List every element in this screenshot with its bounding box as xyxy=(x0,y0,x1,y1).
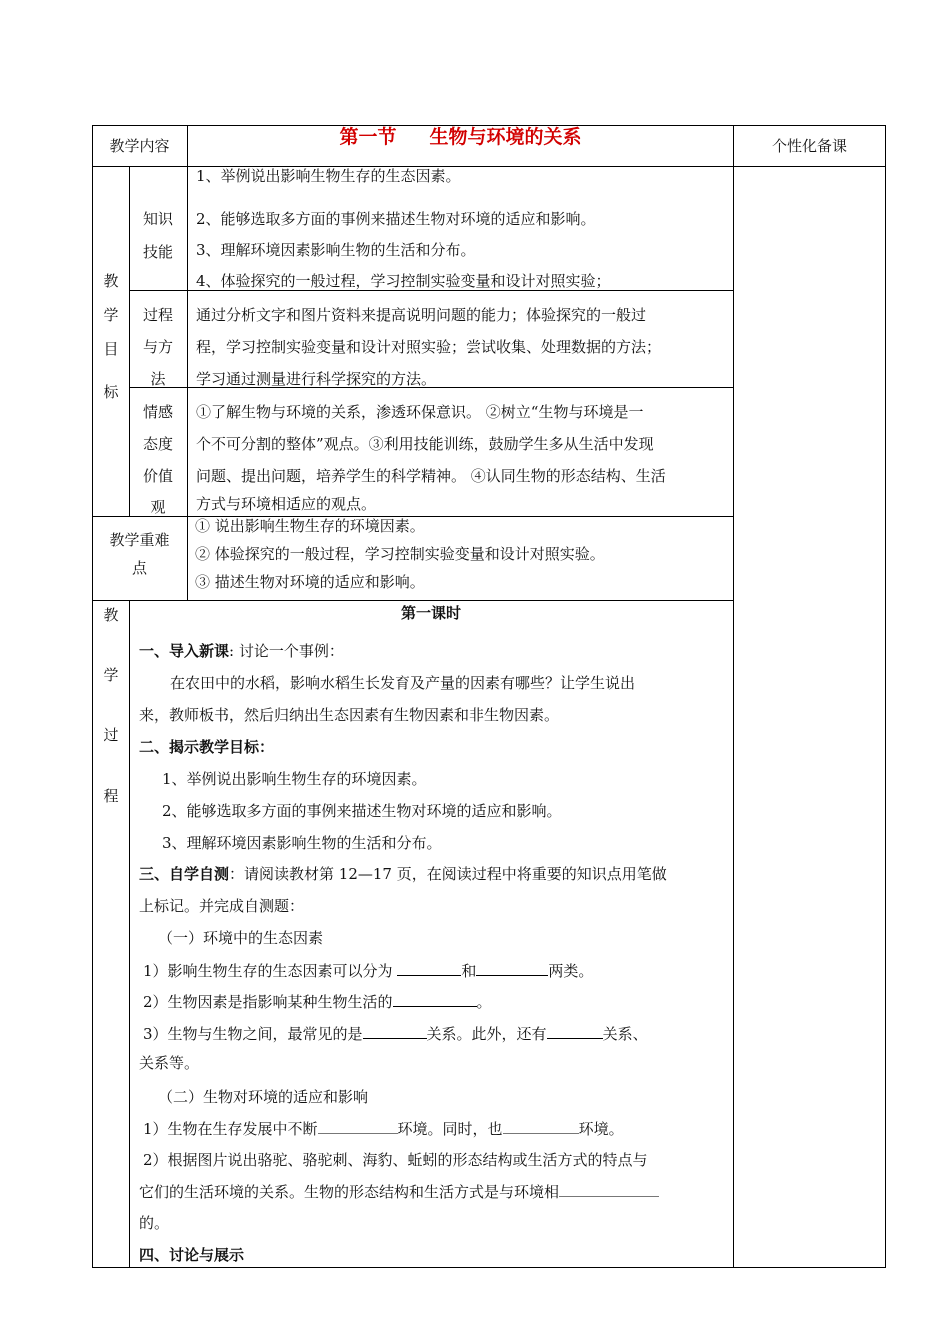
emotion-text: 个不可分割的整体”观点。③利用技能训练，鼓励学生多从生活中发现 xyxy=(196,435,654,453)
answer-blank[interactable] xyxy=(559,1181,659,1197)
question-5-cont: 它们的生活环境的关系。生物的形态结构和生活方式是与环境相 xyxy=(139,1181,659,1202)
goal-item: 2、能够选取多方面的事例来描述生物对环境的适应和影响。 xyxy=(162,802,562,820)
question-2: 2）生物因素是指影响某种生物生活的 。 xyxy=(143,993,492,1011)
answer-blank[interactable] xyxy=(397,960,461,976)
process-text: 程，学习控制实验变量和设计对照实验；尝试收集、处理数据的方法； xyxy=(196,338,662,356)
intro-paragraph: 来，教师板书，然后归纳出生态因素有生物因素和非生物因素。 xyxy=(139,706,560,724)
goal-item: 1、举例说出影响生物生存的环境因素。 xyxy=(162,770,427,788)
lesson-title: 第一课时 xyxy=(400,604,461,622)
answer-blank[interactable] xyxy=(547,1023,603,1039)
emotion-text: ①了解生物与环境的关系，渗透环保意识。 ②树立“生物与环境是一 xyxy=(196,403,644,421)
emotion-text: 问题、提出问题，培养学生的科学精神。 ④认同生物的形态结构、生活 xyxy=(196,467,666,485)
page-title: 第一节 生物与环境的关系 xyxy=(339,126,582,148)
answer-blank[interactable] xyxy=(476,960,548,976)
key-point-item: ② 体验探究的一般过程，学习控制实验变量和设计对照实验。 xyxy=(195,545,605,563)
answer-blank[interactable] xyxy=(318,1118,398,1134)
subsection-title: （二）生物对环境的适应和影响 xyxy=(158,1088,369,1106)
knowledge-item: 3、理解环境因素影响生物的生活和分布。 xyxy=(196,241,476,259)
knowledge-item: 2、能够选取多方面的事例来描述生物对环境的适应和影响。 xyxy=(196,210,596,228)
answer-blank[interactable] xyxy=(503,1118,579,1134)
divider xyxy=(129,600,130,1268)
question-3: 3）生物与生物之间，最常见的是 关系。此外，还有 关系、 xyxy=(143,1025,648,1043)
discussion-heading: 四、讨论与展示 xyxy=(139,1246,245,1264)
answer-blank[interactable] xyxy=(393,991,477,1007)
divider xyxy=(187,125,188,600)
process-text: 学习通过测量进行科学探究的方法。 xyxy=(196,370,437,388)
self-study-heading-line: 三、自学自测：请阅读教材第 12—17 页，在阅读过程中将重要的知识点用笔做 xyxy=(139,865,667,883)
key-point-item: ① 说出影响生物生存的环境因素。 xyxy=(195,517,425,535)
question-3-cont: 关系等。 xyxy=(139,1054,200,1072)
content-label: 教学内容 xyxy=(109,137,170,155)
divider xyxy=(92,600,733,601)
question-1: 1）影响生物生存的生态因素可以分为 和 两类。 xyxy=(143,962,594,980)
goal-item: 3、理解环境因素影响生物的生活和分布。 xyxy=(162,834,442,852)
personal-label: 个性化备课 xyxy=(771,137,847,155)
answer-blank[interactable] xyxy=(363,1023,427,1039)
intro-paragraph: 在农田中的水稻，影响水稻生长发育及产量的因素有哪些？让学生说出 xyxy=(170,674,636,692)
goals-heading: 二、揭示教学目标： xyxy=(139,738,275,756)
process-text: 通过分析文字和图片资料来提高说明问题的能力；体验探究的一般过 xyxy=(196,306,647,324)
key-point-item: ③ 描述生物对环境的适应和影响。 xyxy=(195,573,425,591)
question-4: 1）生物在生存发展中不断 环境。同时，也 环境。 xyxy=(143,1120,624,1138)
question-5: 2）根据图片说出骆驼、骆驼刺、海豹、蚯蚓的形态结构或生活方式的特点与 xyxy=(143,1151,648,1169)
lesson-plan-page: 教学内容 第一节 生物与环境的关系 个性化备课 教 学 目 标 知识 技能 1、举例说出影响生物生存的生态因素。 2、能够选取多方面的事例来描述生物对环境的适应和影响。 3、理解环境因素影响生物的生活和分布。 4、体验探究的一般过程，学习控制实验变量和设计对照实验； 过程 与方 法 通过分析文字和图片资料来提高说明问题的能力；体验探究的一般过 程，学习控制实验变量和设计对照实验；尝试收集、处理数据的方法； 学习通过测量进行科学探究的方法。 情感 态度 价值 观 ①了解生物与环境的关系，渗透环保意识。 ②树立“生物与环境是一 个不可分割的整体”观点。③利用技能训练，鼓励学生多从生活中发现 问题、提出问题，培养学生的科学精神。 ④认同生物的形态结构、生活 方式与环境相适应的观点。 教学重难 点 ① 说出影响生物生存的环境因素。 ② 体验探究的一般过程，学习控制实验变量和设计对照实验。 ③ 描述生物对环境的适应和影响。 教 学 过 程 第一课时 一、导入新课: 讨论一个事例： 在农田中的水稻，影响水稻生长发育及产量的因素有哪些？让学生说出 来，教师板书，然后归纳出生态因素有生物因素和非生物因素。 二、揭示教学目标： 1、举例说出影响生物生存的环境因素。 2、能够选取多方面的事例来描述生物对环境的适应和影响。 3、理解环境因素影响生物的生活和分布。 三、自学自测：请阅读教材第 12—17 页，在阅读过程中将重要的知识点用笔做 上标记。并完成自测题： （一）环境中的生态因素 1）影响生物生存的生态因素可以分为 和 两类。 2）生物因素是指影响某种生物生活的 。 3）生物与生物之间，最常见的是 关系。此外，还有 关系、 关系等。 （二）生物对环境的适应和影响 1）生物在生存发展中不断 环境。同时，也 环境。 2）根据图片说出骆驼、骆驼刺、海豹、蚯蚓的形态结构或生活方式的特点与 它们的生活环境的关系。生物的形态结构和生活方式是与环境相 的。 四、讨论与展示 xyxy=(0,0,950,1344)
self-study-line: 上标记。并完成自测题： xyxy=(139,897,305,915)
subsection-title: （一）环境中的生态因素 xyxy=(158,929,324,947)
knowledge-item: 1、举例说出影响生物生存的生态因素。 xyxy=(196,167,461,185)
intro-heading-line: 一、导入新课: 讨论一个事例： xyxy=(139,642,344,660)
knowledge-item: 4、体验探究的一般过程，学习控制实验变量和设计对照实验； xyxy=(196,272,611,290)
emotion-text: 方式与环境相适应的观点。 xyxy=(196,495,377,513)
question-5-end: 的。 xyxy=(139,1214,170,1232)
divider xyxy=(733,125,734,1268)
